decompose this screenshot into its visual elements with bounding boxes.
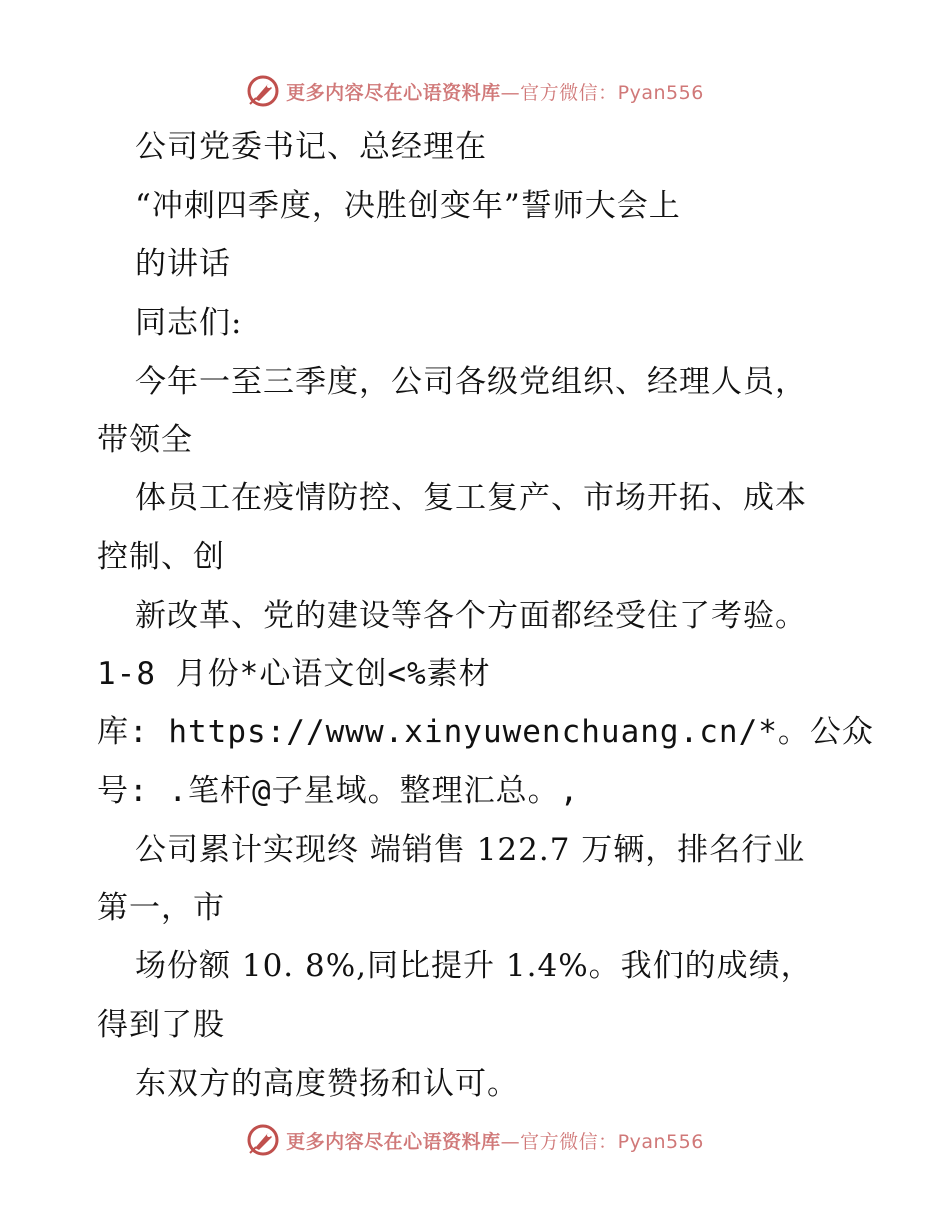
watermark-footer [0,1120,950,1160]
paragraph-line: 控制、创 [97,539,225,575]
paragraph-line: 东双方的高度赞扬和认可。 [135,1066,519,1102]
paragraph-line: 第一，市 [97,890,225,926]
watermark-text [286,1127,704,1154]
watermark-main-text: 更多内容尽在心语资料库 [286,81,501,104]
paragraph-line: 今年一至三季度，公司各级党组织、经理人员， [135,364,807,400]
paragraph-line: 号: .笔杆@子星域。整理汇总。, [97,773,580,809]
title-line-2: “冲刺四季度，决胜创变年”誓师大会上 [135,188,681,224]
salutation: 同志们: [135,305,243,341]
paragraph-line: 公司累计实现终 端销售 122.7 万辆，排名行业 [135,832,806,868]
paragraph-line: 1-8 月份*心语文创<%素材 [97,656,491,692]
paragraph-line: 库: https://www.xinyuwenchuang.cn/*。公众 [97,714,874,750]
watermark-sub-text: —官方微信：Pyan556 [500,1130,704,1153]
title-line-1: 公司党委书记、总经理在 [135,129,487,165]
pen-nib-logo-icon [246,1123,280,1157]
paragraph-line: 体员工在疫情防控、复工复产、市场开拓、成本 [135,480,807,516]
paragraph-line: 新改革、党的建设等各个方面都经受住了考验。 [135,598,807,634]
paragraph-line: 带领全 [97,422,193,458]
title-line-3: 的讲话 [135,246,231,282]
paragraph-line: 场份额 10. 8%,同比提升 1.4%。我们的成绩， [135,948,813,984]
paragraph-line: 得到了股 [97,1007,225,1043]
watermark-main-text: 更多内容尽在心语资料库 [286,1130,501,1153]
watermark-sub-text: —官方微信：Pyan556 [500,81,704,104]
